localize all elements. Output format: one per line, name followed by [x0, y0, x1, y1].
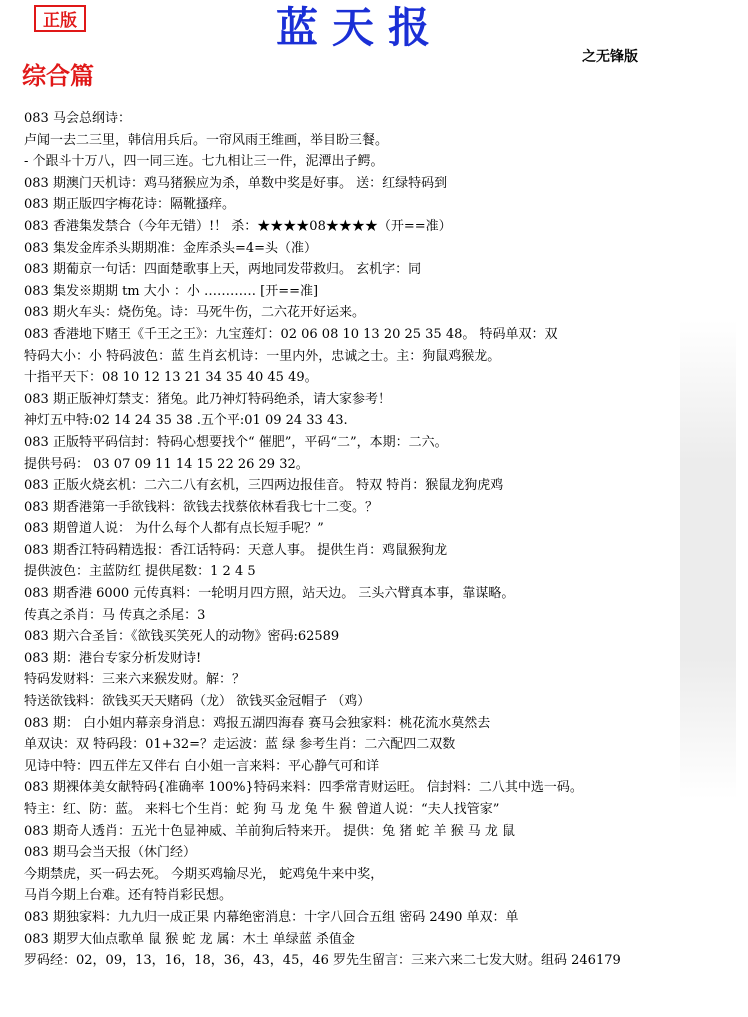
text-line: 卢闻一去二三里，韩信用兵后。一帘风雨王维画，举目盼三餐。 [24, 132, 389, 148]
text-line: 特码大小：小 特码波色：蓝 生肖玄机诗：一里内外，忠诚之士。主：狗鼠鸡猴龙。 [24, 348, 501, 364]
text-line: 单双诀：双 特码段：01+32=？走运波：蓝 绿 参考生肖：二六配四二双数 [24, 737, 456, 753]
text-line: 083 期六合圣旨：《欲钱买笑死人的动物》密码:62589 [24, 629, 340, 645]
text-line: 083 期： 白小姐内幕亲身消息：鸡报五湖四海春 赛马会独家料：桃花流水莫然去 [24, 715, 491, 731]
text-line: 083 马会总纲诗： [24, 111, 131, 126]
text-line: 特码发财料：三来六来猴发财。解：？ [24, 672, 246, 688]
text-line: 见诗中特：四五伴左又伴右 白小姐一言来料：平心静气可和详 [24, 758, 380, 774]
section-heading: 综合篇 [22, 61, 94, 90]
text-line: 马肖今期上台难。还有特肖彩民想。 [24, 888, 233, 904]
text-line: 神灯五中特:02 14 24 35 38 .五个平:01 09 24 33 43. [24, 413, 348, 429]
text-line: 提供波色：主蓝防红 提供尾数：1 2 4 5 [24, 564, 256, 580]
text-line: 传真之杀肖：马 传真之杀尾：3 [24, 607, 206, 623]
text-line: 083 期正版神灯禁支：猪兔。此乃神灯特码绝杀，请大家参考！ [24, 391, 391, 407]
content-body [24, 108, 740, 972]
text-line: 083 期马会当天报（休门经） [24, 845, 196, 861]
text-line: 083 期曾道人说： 为什么每个人都有点长短手呢？” [24, 521, 324, 537]
text-line: 083 期罗大仙点歌单 鼠 猴 蛇 龙 属：木土 单绿蓝 杀值金 [24, 931, 355, 947]
text-line: 083 期：港台专家分析发财诗! [24, 650, 202, 666]
text-line: 083 正版火烧玄机：二六二八有玄机，三四两边报佳音。 特双 特肖：猴鼠龙狗虎鸡 [24, 478, 504, 494]
text-line: 083 集发※期期 tm 大小 ：小 ………… [开==准] [24, 283, 319, 299]
text-line: 083 集发金库杀头期期准：金库杀头=4=头（准） [24, 240, 318, 256]
edition-label: 之无锋版 [582, 49, 638, 65]
text-line: 083 期独家料：九九归一成正果 内幕绝密消息：十字八回合五组 密码 2490 单双：单 [24, 909, 519, 925]
text-line: 提供号码： 03 07 09 11 14 15 22 26 29 32。 [24, 456, 309, 472]
text-line: 083 期香江特码精选报：香江话特码：天意人事。 提供生肖：鸡鼠猴狗龙 [24, 542, 448, 558]
text-line: 083 期香港 6000 元传真料：一轮明月四方照，站天边。 三头六臂真本事，靠谋略。 [24, 586, 515, 602]
text-line: 十指平天下：08 10 12 13 21 34 35 40 45 49。 [24, 370, 318, 386]
text-line: 083 期葡京一句话：四面楚歌事上天，两地同发带救归。 玄机字：同 [24, 262, 422, 278]
text-line: 083 期正版四字梅花诗：隔靴搔痒。 [24, 197, 235, 213]
text-line: 罗码经：02，09，13，16，18，36，43，45，46 罗先生留言：三来六来二七发大财。组码 246179 [24, 953, 621, 969]
text-line: 083 期奇人透肖：五光十色显神威、羊前狗后特来开。 提供：兔 猪 蛇 羊 猴 马 龙 鼠 [24, 823, 516, 839]
text-line: - 个跟斗十万八，四一同三连。七九相让三一件，泥潭出子鳄。 [24, 154, 384, 170]
text-line: 083 期火车头：烧伤兔。诗：马死牛伤，二六花开好运来。 [24, 305, 365, 321]
text-line: 特送欲钱料：欲钱买天天赌码（龙） 欲钱买金冠帽子 （鸡） [24, 694, 371, 710]
text-line: 083 期裸体美女献特码{准确率 100%}特码来料：四季常青财运旺。 信封料：二八其中选一码。 [24, 780, 583, 796]
text-line: 083 期香港第一手欲钱料：欲钱去找蔡依林看我七十二变。？ [24, 499, 378, 515]
text-line: 今期禁虎，买一码去死。 今期买鸡输尽光， 蛇鸡兔牛来中奖， [24, 866, 384, 882]
text-line: 083 正版特平码信封：特码心想要找个“ 催肥”，平码“二”，本期：二六。 [24, 434, 448, 450]
text-line: 083 香港集发禁合（今年无错）!！ 杀：★★★★08★★★★（开==准） [24, 218, 452, 234]
text-line: 特主：红、防：蓝。 来料七个生肖：蛇 狗 马 龙 兔 牛 猴 曾道人说：“夫人找管家” [24, 802, 500, 817]
newspaper-title: 蓝天报 [275, 3, 444, 52]
edition-badge: 正版 [34, 5, 86, 32]
text-line: 083 香港地下赌王《千王之王》：九宝莲灯：02 06 08 10 13 20 25 35 48。 特码单双：双 [24, 326, 558, 342]
text-line: 083 期澳门天机诗：鸡马猪猴应为杀，单数中奖是好事。 送：红绿特码到 [24, 175, 448, 191]
